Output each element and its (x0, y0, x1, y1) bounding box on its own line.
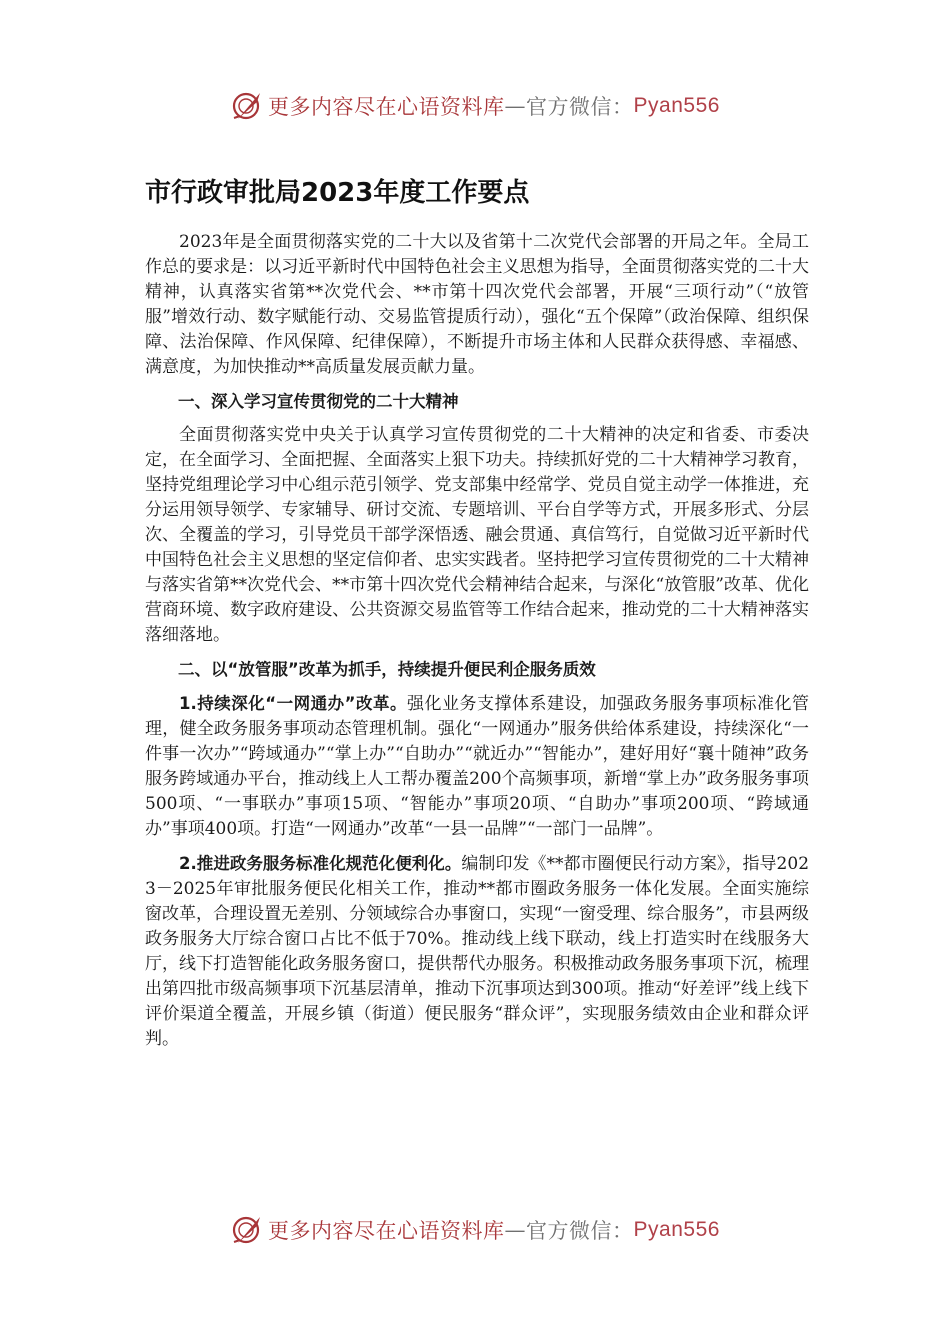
item-2-body: 编制印发《**都市圈便民行动方案》，指导2023－2025年审批服务便民化相关工作，推动**都市圈政务服务一体化发展。全面实施综窗改革，合理设置无差别、分领域综合办事窗口，实现“一窗受理、综合服务”，市县两级政务服务大厅综合窗口占比不低于70%。推动线上线下联动，线上打造实时在线服务大厅，线下打造智能化政务服务窗口，提供帮代办服务。积极推动政务服务事项下沉，梳理出第四批市级高频事项下沉基层清单，推动下沉事项达到300项。推动“好差评”线上线下评价渠道全覆盖，开展乡镇（街道）便民服务“群众评”，实现服务绩效由企业和群众评判。 (145, 854, 810, 1049)
banner-dash: — (504, 1218, 527, 1242)
item-1-lead: 1.持续深化“一网通办”改革。 (179, 694, 407, 713)
banner-wechat-id: Pyan556 (633, 94, 720, 117)
banner-text: 更多内容尽在心语资料库 (268, 1219, 505, 1243)
banner-wechat-id: Pyan556 (633, 1218, 720, 1241)
banner-text: 更多内容尽在心语资料库 (268, 95, 505, 119)
banner-wechat-label: 官方微信： (526, 95, 634, 119)
banner-wechat-label: 官方微信： (526, 1219, 634, 1243)
item-2-paragraph (145, 851, 809, 1052)
watermark-banner-bottom (0, 1210, 950, 1250)
section-heading-2: 二、以“放管服”改革为抓手，持续提升便民利企服务质效 (178, 660, 596, 679)
item-2-lead: 2.推进政务服务标准化规范化便利化。 (179, 854, 462, 873)
banner-dash: — (504, 94, 527, 118)
document-body (145, 230, 809, 1061)
quill-logo-icon (230, 1213, 264, 1247)
quill-logo-icon (230, 89, 264, 123)
item-1-body: 强化业务支撑体系建设，加强政务服务事项标准化管理，健全政务服务事项动态管理机制。强化“一网通办”服务供给体系建设，持续深化“一件事一次办”“跨域通办”“掌上办”“自助办”“就近办”“智能办”，建好用好“襄十随神”政务服务跨域通办平台，推动线上人工帮办覆盖200个高频事项，新增“掌上办”政务服务事项500项、“一事联办”事项15项、“智能办”事项20项、“自助办”事项200项、“跨域通办”事项400项。打造“一网通办”改革“一县一品牌”“一部门一品牌”。 (145, 694, 810, 839)
watermark-banner-top (0, 86, 950, 126)
document-title: 市行政审批局2023年度工作要点 (145, 178, 530, 208)
section-1-paragraph: 全面贯彻落实党中央关于认真学习宣传贯彻党的二十大精神的决定和省委、市委决定，在全面学习、全面把握、全面落实上狠下功夫。持续抓好党的二十大精神学习教育，坚持党组理论学习中心组示范引领学、党支部集中经常学、党员自觉主动学一体推进，充分运用领导领学、专家辅导、研讨交流、专题培训、平台自学等方式，开展多形式、分层次、全覆盖的学习，引导党员干部学深悟透、融会贯通、真信笃行，自觉做习近平新时代中国特色社会主义思想的坚定信仰者、忠实实践者。坚持把学习宣传贯彻党的二十大精神与落实省第**次党代会、**市第十四次党代会精神结合起来，与深化“放管服”改革、优化营商环境、数字政府建设、公共资源交易监管等工作结合起来，推动党的二十大精神落实落细落地。 (145, 425, 809, 645)
intro-paragraph: 2023年是全面贯彻落实党的二十大以及省第十二次党代会部署的开局之年。全局工作总的要求是：以习近平新时代中国特色社会主义思想为指导，全面贯彻落实党的二十大精神，认真落实省第**次党代会、**市第十四次党代会部署，开展“三项行动”（“放管服”增效行动、数字赋能行动、交易监管提质行动），强化“五个保障”（政治保障、组织保障、法治保障、作风保障、纪律保障），不断提升市场主体和人民群众获得感、幸福感、满意度，为加快推动**高质量发展贡献力量。 (145, 232, 809, 377)
section-heading-1: 一、深入学习宣传贯彻党的二十大精神 (178, 392, 459, 411)
item-1-paragraph (145, 691, 809, 842)
